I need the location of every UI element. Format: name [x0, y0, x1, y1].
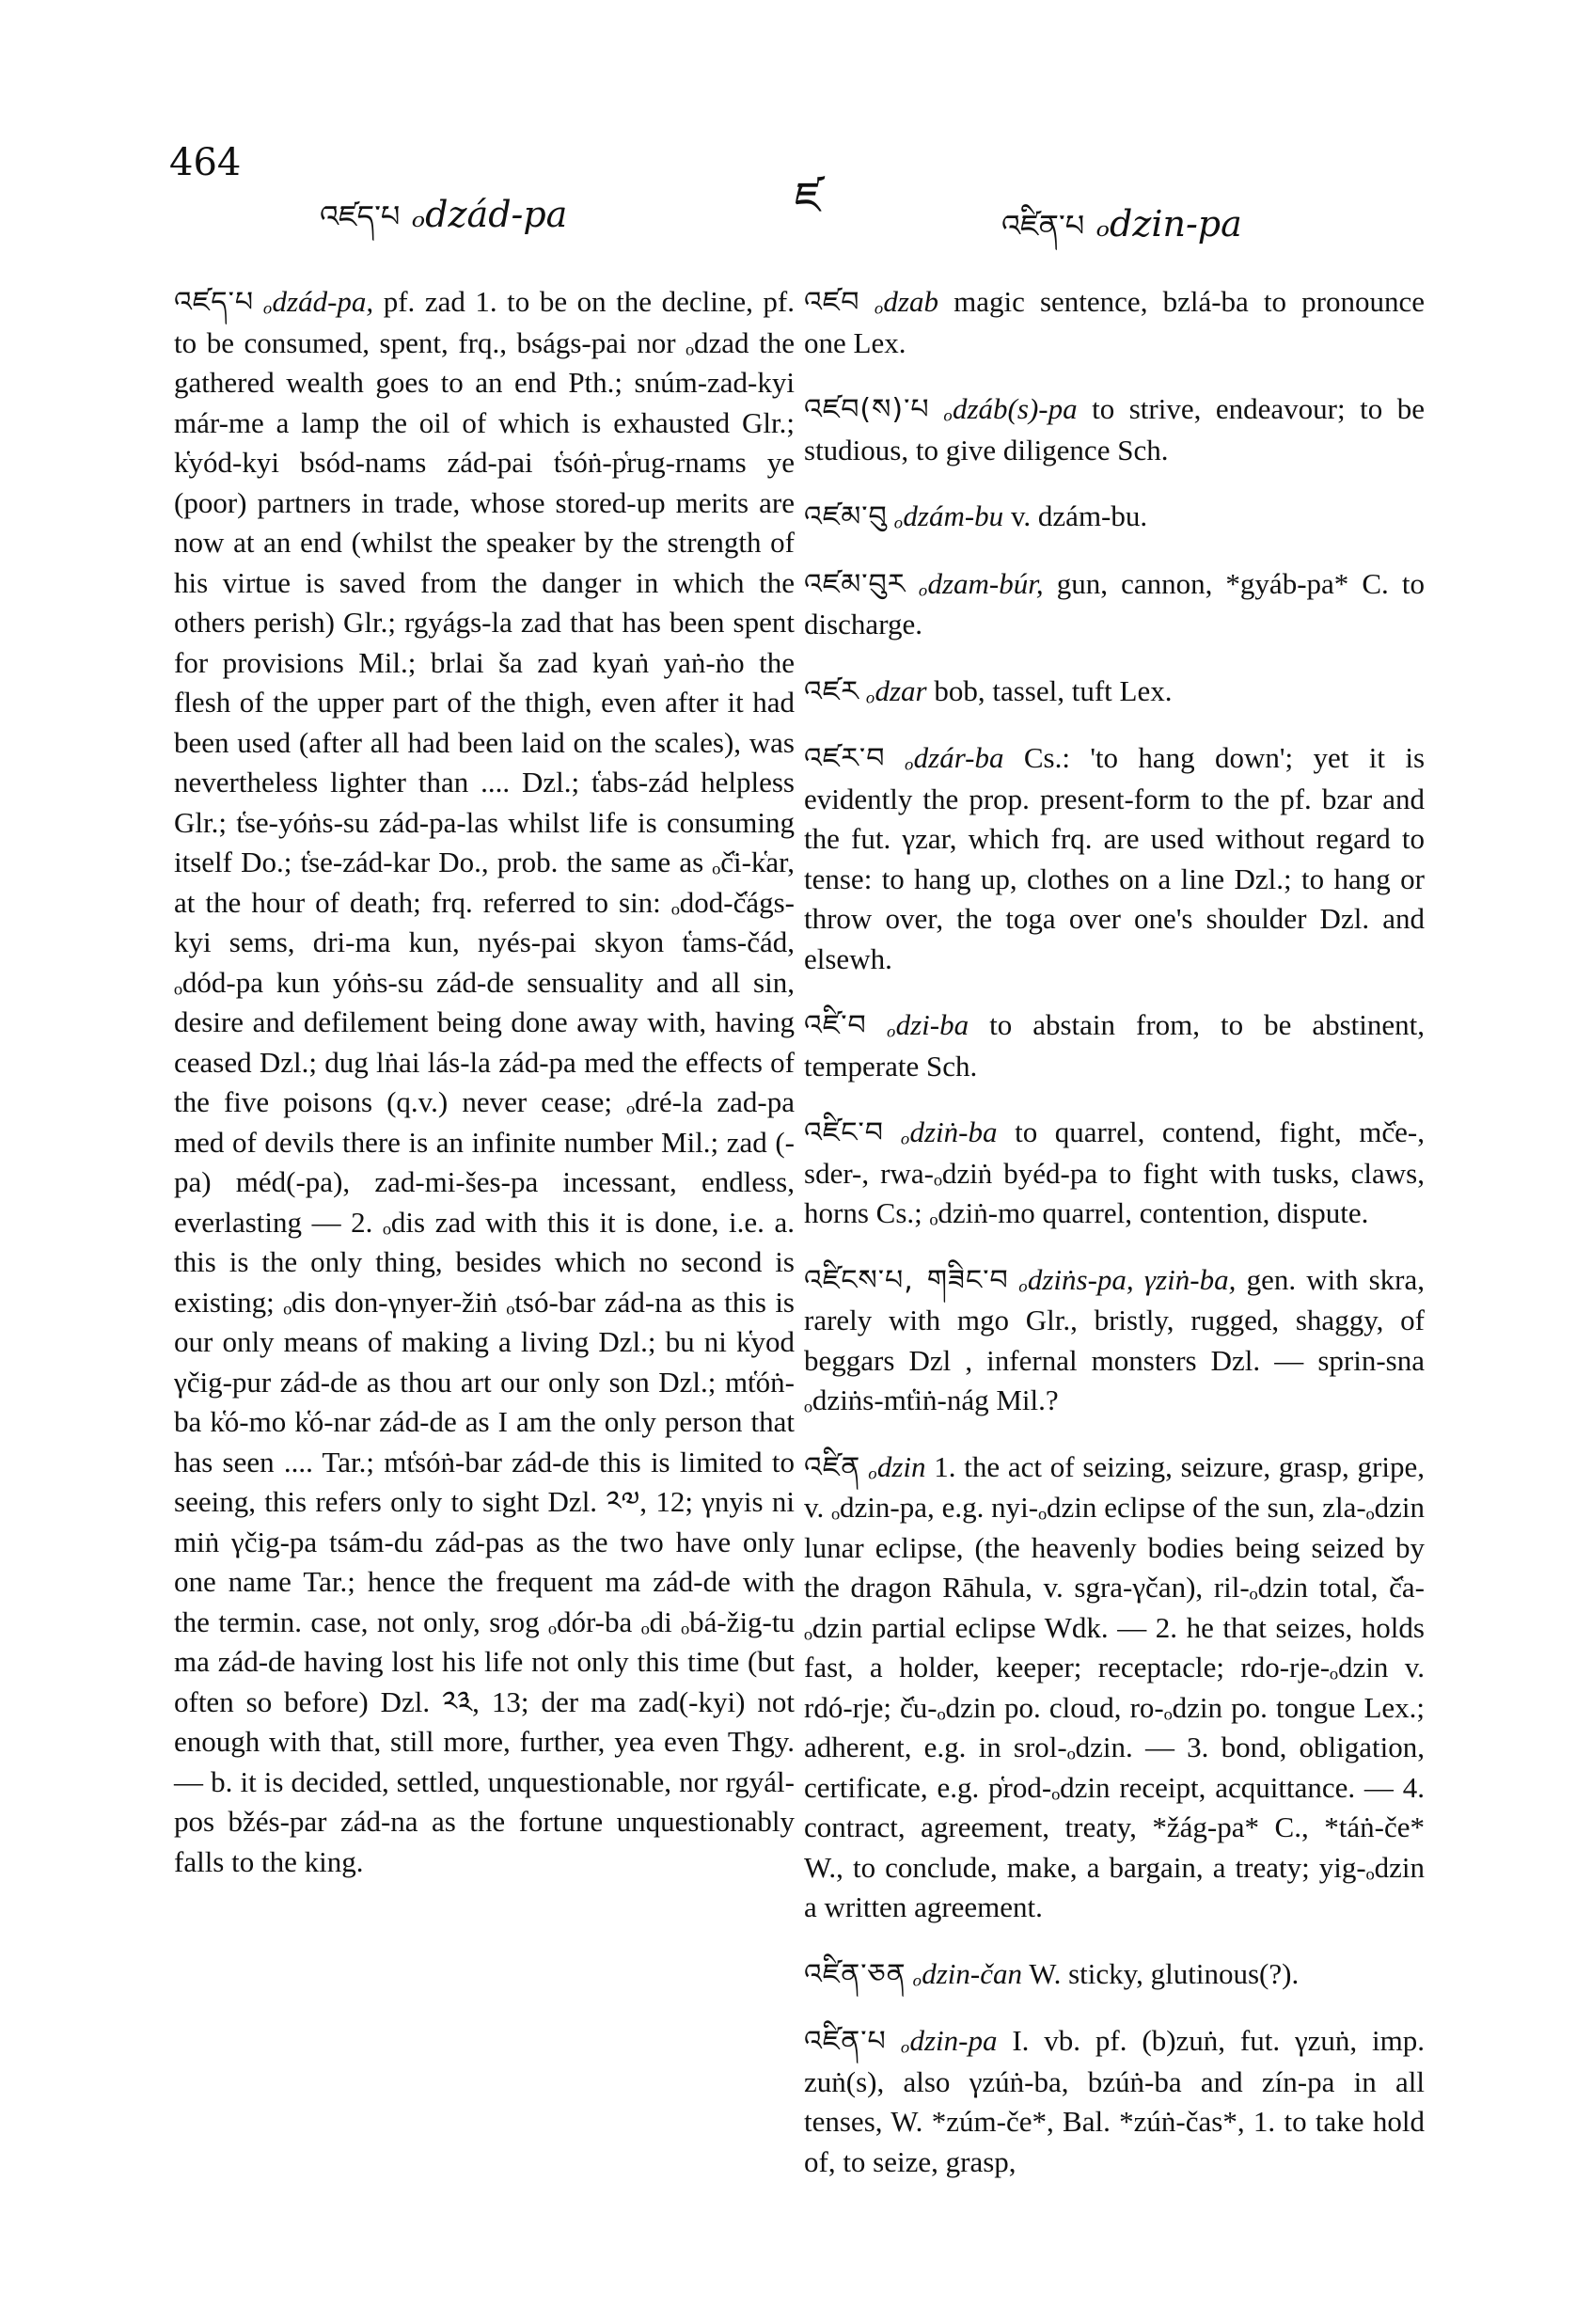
- right-guide-translit: ₒdzin-pa: [1095, 203, 1242, 245]
- left-guide-translit: ₒdzád-pa: [411, 194, 568, 235]
- dictionary-entry: [804, 1447, 1425, 1928]
- entry-tibetan: འཛིན་པ: [804, 2025, 887, 2058]
- left-guide-tibetan: འཛད་པ: [320, 198, 401, 234]
- right-column: [804, 282, 1425, 2208]
- entry-headword: ₒdzab: [875, 285, 938, 318]
- left-column: [174, 282, 795, 1908]
- entry-tibetan: འཛིང་བ: [804, 1116, 885, 1149]
- left-guide-word: [320, 183, 567, 268]
- dictionary-entry: [804, 497, 1425, 538]
- entry-definition: to abstain from, to be abstinent, temperate Sch.: [804, 1008, 1426, 1083]
- page-number: 464: [169, 141, 242, 184]
- entry-headword: ₒdzin-čan: [913, 1956, 1022, 1990]
- entry-headword: ₒdzám-bu: [894, 499, 1004, 532]
- entry-tibetan: འཛམ་བུར: [804, 567, 906, 601]
- dictionary-entry: [174, 282, 795, 1882]
- entry-headword: ₒdzi-ba: [887, 1008, 969, 1041]
- dictionary-entry: [804, 1260, 1425, 1421]
- dictionary-entry: [804, 738, 1425, 979]
- dictionary-entry: [804, 1113, 1425, 1234]
- entry-headword: ₒdzád-pa,: [263, 285, 374, 318]
- entry-tibetan: འཛིན: [804, 1450, 861, 1484]
- entry-tibetan: འཛིན་ཅན: [804, 1957, 906, 1991]
- entry-tibetan: འཛབ: [804, 286, 860, 319]
- entry-definition: 1. the act of seizing, seizure, grasp, gripe, v. ₒdzin-pa, e.g. nyi-ₒdzin eclipse of the sun, zla-ₒdzin lunar eclipse, (the heavenly bodies being seized by the dragon Rāhula, v. sgra-γčan), ril-ₒdzin total, č̔a-ₒdzin partial eclipse Wdk. — 2. he that seizes, holds fast, a holder, keeper; receptacle; rdo-rje-ₒdzin v. rdó-rje; č̔u-ₒdzin po. cloud, ro-ₒdzin po. tongue Lex.; adherent, e.g. in srol-ₒdzin. — 3. bond, obligation, certificate, e.g. p̔rod-ₒdzin receipt, acquittance. — 4. contract, agreement, treaty, *žág-pa* C., *táṅ-če* W., to conclude, make, a bargain, a treaty; yig-ₒdzin a written agreement.: [804, 1449, 1425, 1923]
- entry-headword: ₒdzin: [868, 1449, 926, 1483]
- entry-headword: ₒdzár-ba: [905, 741, 1004, 774]
- entry-definition: bob, tassel, tuft Lex.: [934, 673, 1173, 707]
- entry-definition: gun, cannon, *gyáb-pa* C. to discharge.: [804, 566, 1426, 640]
- right-guide-word: [1001, 193, 1242, 277]
- entry-definition: v. dzám-bu.: [1010, 499, 1148, 532]
- entry-headword: ₒdzin-pa: [901, 2024, 998, 2057]
- section-letter: ཛ: [795, 172, 822, 223]
- entry-headword: ₒdziṅ-ba: [901, 1115, 998, 1148]
- entry-tibetan: འཛད་པ: [174, 286, 255, 319]
- dictionary-entry: [804, 282, 1425, 363]
- entry-definition: to quarrel, contend, fight, mč̔e-, sder-, rwa-ₒdziṅ byéd-pa to fight with tusks, claws, horns Cs.; ₒdziṅ-mo quarrel, contention, dispute.: [804, 1115, 1425, 1229]
- entry-tibetan: འཛབ(ས)་པ: [804, 393, 930, 426]
- dictionary-entry: [804, 672, 1425, 713]
- entry-headword: ₒdzáb(s)-pa: [944, 392, 1078, 425]
- entry-definition: gen. with skra, rarely with mgo Glr., bristly, rugged, shaggy, of beggars Dzl , infernal monsters Dzl. — sprin-sna ₒdziṅs-mt̔iṅ-nág Mil.?: [804, 1262, 1426, 1416]
- entry-definition: W. sticky, glutinous(?).: [1029, 1956, 1300, 1990]
- entry-tibetan: འཛི་བ: [804, 1009, 867, 1042]
- dictionary-entry: [804, 1005, 1425, 1086]
- entry-definition: pf. zad 1. to be on the decline, pf. to be consumed, spent, frq., bságs-pai nor ₒdzad the gathered wealth goes to an end Pth.; snúm-zad-kyi már-me a lamp the oil of which is exhausted Glr.; k̔yód-kyi bsód-nams zád-pai t̔sóṅ-p̔rug-rnams ye (poor) partners in trade, whose stored-up merits are now at an end (whilst the speaker by the strength of his virtue is saved from the danger in which the others perish) Glr.; rgyágs-la zad that has been spent for provisions Mil.; brlai ša zad kyaṅ yaṅ-ṅo the flesh of the upper part of the thigh, even after it had been used (after all had been laid on the scales), was nevertheless lighter than .... Dzl.; t̔abs-zád helpless Glr.; t̔se-yóṅs-su zád-pa-las whilst life is consuming itself Do.; t̔se-zád-kar Do., prob. the same as ₒč̔i-k̔ar, at the hour of death; frq. referred to sin: ₒdod-č̔ágs-kyi sems, dri-ma kun, nyés-pai skyon t̔ams-čád, ₒdód-pa kun yóṅs-su zád-de sensuality and all sin, desire and defilement being done away with, having ceased Dzl.; dug lṅai lás-la zád-pa med the effects of the five poisons (q.v.) never cease; ₒdré-la zad-pa med of devils there is an infinite number Mil.; zad (-pa) méd(-pa), zad-mi-šes-pa incessant, endless, everlasting — 2. ₒdis zad with this it is done, i.e. a. this is the only thing, besides which no second is existing; ₒdis don-γnyer-žiṅ ₒtsó-bar zád-na as this is our only means of making a living Dzl.; bu ni k̔yod γčig-pur zád-de as thou art our only son Dzl.; mt̔óṅ-ba k̔ó-mo k̔ó-nar zád-de as I am the only person that has seen .... Tar.; mt̔sóṅ-bar zád-de this is limited to seeing, this refers only to sight Dzl. ༢༧, 12; γnyis ni miṅ γčig-pa tsám-du zád-pas as the two have only one name Tar.; hence the frequent ma zád-de with the termin. case, not only, srog ₒdór-ba ₒdi ₒbá-žig-tu ma zád-de having lost his life not only this time (but often so before) Dzl. ༢༣, 13; der ma zad(-kyi) not enough with that, still more, further, yea even Thgy. — b. it is decided, settled, unquestionable, nor rgyál-pos bžés-par zád-na as the fortune unquestionably falls to the king.: [174, 285, 795, 1878]
- entry-definition: magic sentence, bzlá-ba to pronounce one Lex.: [804, 285, 1425, 359]
- entry-headword: ₒdziṅs-pa, γziṅ-ba,: [1018, 1262, 1237, 1296]
- dictionary-entry: [804, 2021, 1425, 2182]
- entry-headword: ₒdzar: [866, 673, 927, 707]
- page-header: [0, 0, 1576, 282]
- dictionary-entry: [804, 1954, 1425, 1996]
- entry-tibetan: འཛར: [804, 674, 859, 708]
- dictionary-entry: [804, 389, 1425, 470]
- entry-definition: to strive, endeavour; to be studious, to give diligence Sch.: [804, 392, 1425, 466]
- entry-definition: Cs.: 'to hang down'; yet it is evidently the prop. present-form to the pf. bzar and the fut. γzar, which frq. are used without regard to tense: to hang up, clothes on a line Dzl.; to hang or throw over, the toga over one's shoulder Dzl. and elsewh.: [804, 741, 1426, 975]
- entry-headword: ₒdzam-búr,: [919, 566, 1044, 600]
- right-guide-tibetan: འཛིན་པ: [1001, 208, 1085, 244]
- entry-tibetan: འཛར་བ: [804, 742, 886, 775]
- dictionary-entry: [804, 564, 1425, 645]
- entry-definition: I. vb. pf. (b)zuṅ, fut. γzuṅ, imp. zuṅ(s), also γzúṅ-ba, bzúṅ-ba and zín-pa in all tenses, W. *zúm-če*, Bal. *zúṅ-čas*, 1. to take hold of, to seize, grasp,: [804, 2024, 1426, 2178]
- entry-tibetan: འཛམ་བུ: [804, 500, 888, 533]
- entry-tibetan: འཛིངས་པ, གཟིང་བ: [804, 1263, 1009, 1297]
